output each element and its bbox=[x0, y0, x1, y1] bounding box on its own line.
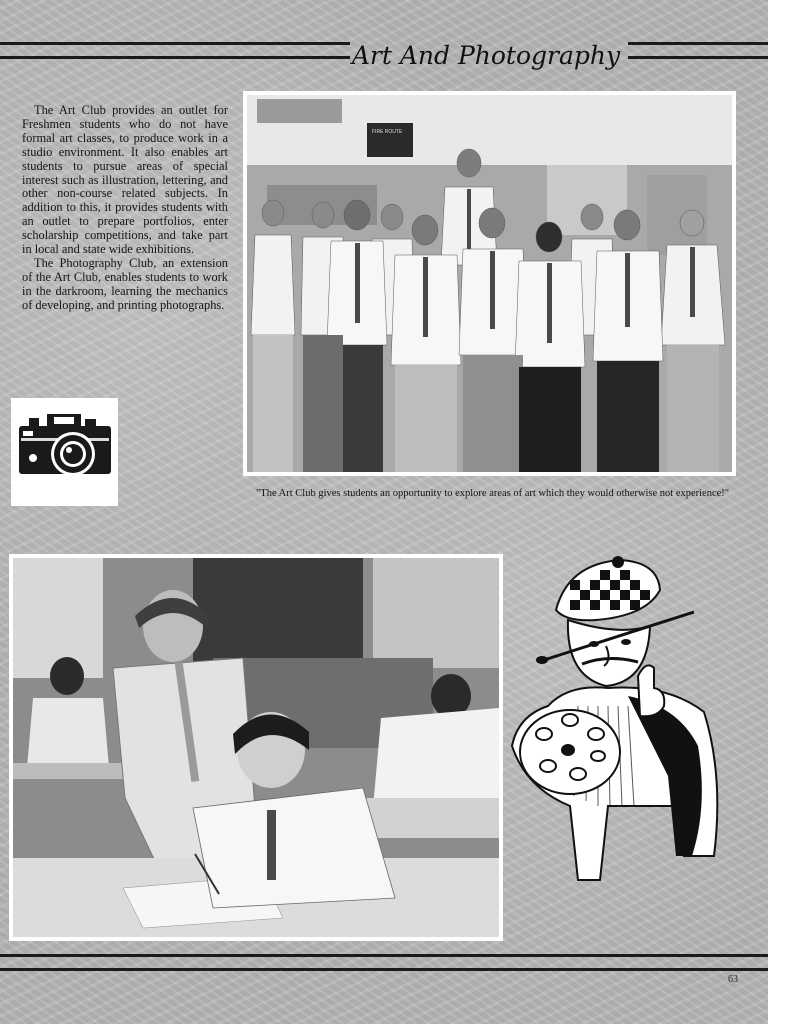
group-photo-caption: "The Art Club gives students an opportunity to explore areas of art which they would otherwise not experience!" bbox=[256, 488, 730, 499]
camera-icon bbox=[11, 398, 118, 506]
painter-mascot-illustration bbox=[508, 556, 728, 892]
intro-text bbox=[22, 104, 228, 313]
page-title: Art And Photography bbox=[351, 41, 621, 70]
header-rule-top-right bbox=[628, 42, 768, 45]
art-club-paragraph: The Art Club provides an outlet for Freshmen students who do not have formal art classes, to produce work in a studio environment. It also enables art students to pursue areas of special interest such as illustration, lettering, and other non-course related subjects. In addition to this, it provides students with an outlet to prepare portfolios, enter scholarship competitions, and take part in local and state wide exhibitions. bbox=[22, 103, 228, 257]
page-number: 63 bbox=[728, 974, 738, 985]
camera-card bbox=[11, 398, 118, 506]
paint-palette bbox=[520, 710, 620, 794]
art-class-photo bbox=[9, 554, 503, 941]
header-rule-bottom-left bbox=[0, 56, 350, 59]
classroom-scene bbox=[13, 558, 499, 937]
fire-route-sign: FIRE ROUTE bbox=[372, 129, 403, 135]
group-photo-scene bbox=[247, 95, 732, 472]
header-rule-top-left bbox=[0, 42, 350, 45]
footer-rule-top bbox=[0, 954, 768, 957]
art-club-group-photo bbox=[243, 91, 736, 476]
footer-rule-bottom bbox=[0, 968, 768, 971]
header-rule-bottom-right bbox=[628, 56, 768, 59]
photography-club-paragraph: The Photography Club, an extension of the Art Club, enables students to work in the darkroom, learning the mechanics of developing, and printing photographs. bbox=[22, 255, 228, 312]
page-edge bbox=[768, 0, 791, 1024]
checkered-hat bbox=[556, 556, 660, 620]
